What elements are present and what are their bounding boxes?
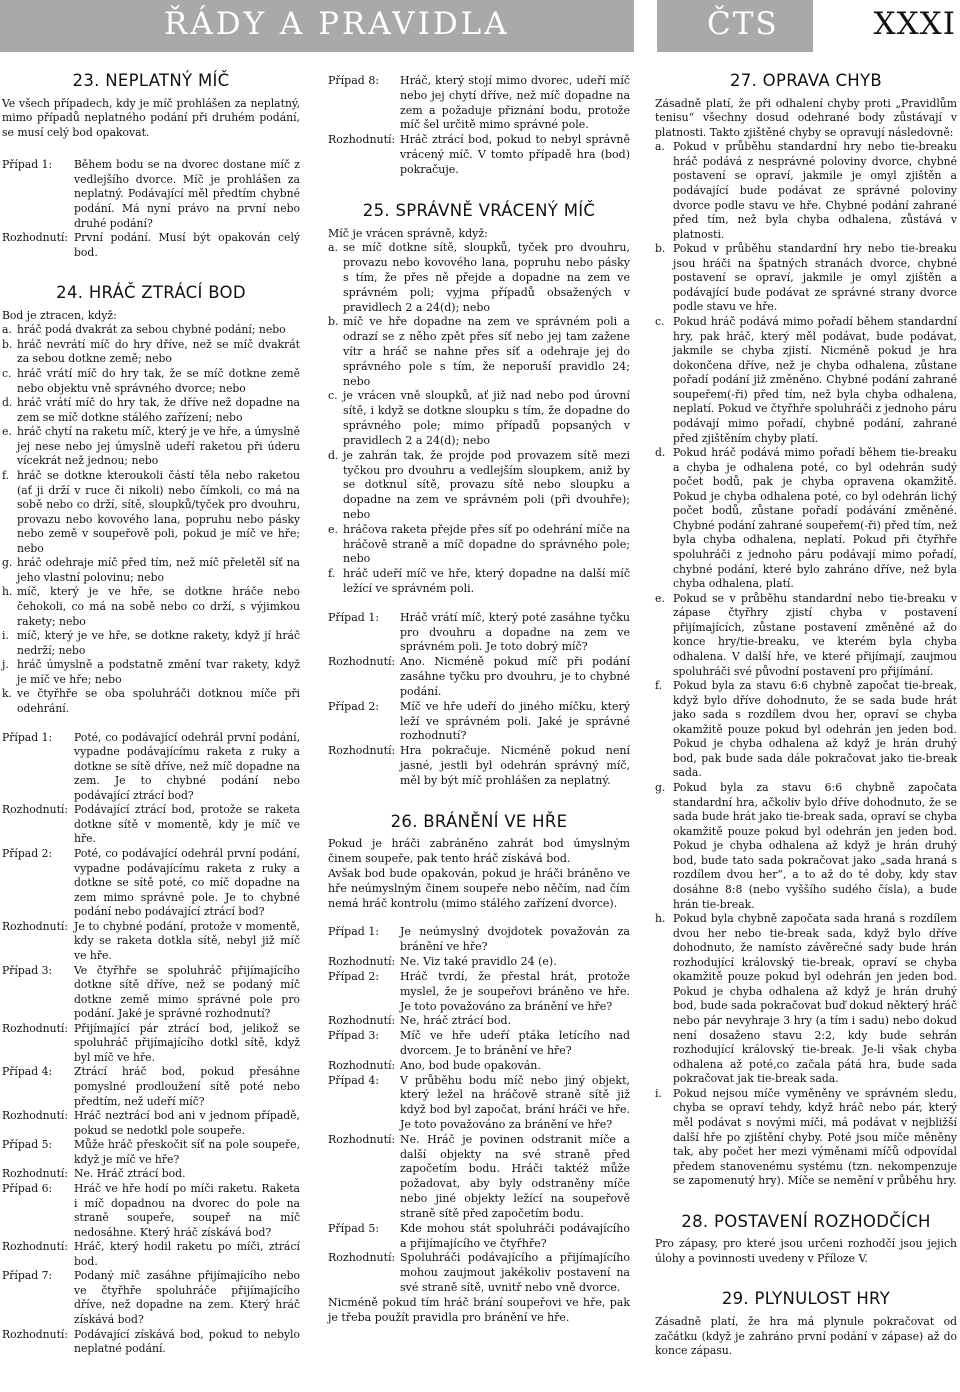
spacer bbox=[328, 911, 630, 925]
list-text: hráč vrátí míč do hry tak, že se míč dotkne země nebo objektu vně správného dvorce; nebo bbox=[17, 367, 300, 395]
case-label: Rozhodnutí: bbox=[2, 803, 69, 817]
list-text: Pokud byla chybně započata sada hraná s rozdílem dvou her nebo tie-break sada, když bylo dříve dohodnuto, že namísto závěrečné sady bude hrán rozhodující královský tie-break, opraví se chyba okamžitě pouze pokud byl odehrán jen jeden bod. Pokud je chyba odhalena až když je hrán druhý bod, bude sada pokračovat buď dokud některý hráč nebo pár nevyhraje 3 hry (a tím i sadu) nebo dokud není dosaženo stavu 2:2, kdy bude sehrán rozhodující královský tie-break. Je-li však chyba odhalena až poté,co začala pátá hra, bude sada pokračovat jak tie-break sada. bbox=[673, 912, 957, 1086]
case-text: Ano, bod bude opakován. bbox=[400, 1058, 541, 1072]
list-letter: b. bbox=[2, 337, 13, 351]
case-label: Případ 2: bbox=[328, 969, 380, 983]
list-item bbox=[655, 781, 957, 912]
case-label: Případ 1: bbox=[2, 730, 53, 744]
case-row bbox=[2, 1065, 300, 1109]
list-text: míč, který je ve hře, se dotkne hráče nebo čehokoli, co má na sobě nebo co drží, s výjimkou rakety; nebo bbox=[17, 585, 300, 628]
case-label: Případ 4: bbox=[328, 1073, 380, 1087]
list-item bbox=[655, 446, 957, 592]
case-row bbox=[328, 1222, 630, 1252]
list-letter: f. bbox=[2, 468, 10, 482]
spacer bbox=[328, 789, 630, 815]
case-text: V průběhu bodu míč nebo jiný objekt, který ležel na hráčově straně sítě již když bod byl započat, brání hráči ve hře. Je toto považováno za bránění ve hře? bbox=[400, 1073, 630, 1131]
case-text: Ztrácí hráč bod, pokud přesáhne pomyslné prodloužení sítě poté nebo předtím, než udeří míč? bbox=[74, 1065, 300, 1108]
paragraph: Pro zápasy, pro které jsou určeni rozhodčí jsou jejich úlohy a povinnosti uvedeny v Příloze V. bbox=[655, 1237, 957, 1265]
list-letter: i. bbox=[2, 629, 9, 643]
section-heading: 24. HRÁČ ZTRÁCÍ BOD bbox=[56, 283, 246, 303]
list-letter: g. bbox=[2, 556, 13, 570]
paragraph: Pokud je hráči zabráněno zahrát bod úmyslným činem soupeře, pak tento hráč získává bod. bbox=[328, 837, 630, 866]
case-row bbox=[328, 955, 630, 970]
section-heading: 27. OPRAVA CHYB bbox=[729, 71, 883, 90]
case-text: Přijímající pár ztrácí bod, jelikož se spoluhráč přijímajícího dotkl sítě, když byl míč ve hře. bbox=[74, 1021, 300, 1064]
case-text: Hra pokračuje. Nicméně pokud není jasné, jestli byl odehrán správný míč, měl by být míč prohlášen za neplatný. bbox=[400, 744, 630, 787]
case-label: Rozhodnutí: bbox=[328, 1058, 396, 1072]
case-text: Poté, co podávající odehrál první podání, vypadne podávajícímu raketa z ruky a dotkne se sítě poté, co míč dopadne na zem mimo správné pole. Je to chybné podání nebo podávající ztrácí bod? bbox=[74, 847, 300, 919]
header-org-box bbox=[657, 0, 813, 52]
case-text: Míč ve hře udeří ptáka letícího nad dvorcem. Je to bránění ve hře? bbox=[400, 1029, 630, 1057]
list-letter: a. bbox=[2, 323, 12, 337]
list-text: hráč podá dvakrát za sebou chybné podání; nebo bbox=[17, 323, 286, 337]
case-row bbox=[328, 1133, 630, 1222]
page-header bbox=[0, 0, 960, 52]
list-text: je vrácen vně sloupků, ať již nad nebo pod úrovní sítě, i když se dotkne sloupku s tím, že dopadne do správného pole; mimo případů popsaných v pravidlech 2 a 24(d); nebo bbox=[343, 389, 630, 447]
case-label: Případ 6: bbox=[2, 1181, 53, 1195]
header-org: ČTS bbox=[707, 6, 779, 42]
case-row bbox=[328, 1251, 630, 1295]
list-text: hráč nevrátí míč do hry dříve, než se míč dvakrát za sebou dotkne země; nebo bbox=[17, 337, 300, 366]
case-text: Podaný míč zasáhne přijímajícího nebo ve čtyřhře spoluhráče přijímajícího dříve, než dopadne na zem. Který hráč získává bod? bbox=[74, 1269, 300, 1326]
list-item bbox=[2, 425, 300, 469]
case-row bbox=[2, 847, 300, 920]
list-text: Pokud hráč podává mimo pořadí během tie-breaku a chyba je odhalena poté, co byl odehrán sudý počet bodů, pak je chyba opravena okamžitě. Pokud je chyba odhalena poté, co byl odehrán lichý počet bodů, zůstane pořadí podávání změněné. Chybné podání zahrané soupeřem(-ři) před tím, než byla chyba odhalena, neplatí. Pokud při čtyřhře spoluhráči z jednoho páru podávají mimo pořadí, chybné podání, které bylo zahráno dříve, než byla chyba odhalena, platí. bbox=[673, 446, 957, 591]
case-row bbox=[2, 1269, 300, 1327]
case-row bbox=[328, 925, 630, 955]
spacer bbox=[655, 1189, 957, 1215]
list-text: Pokud nejsou míče vyměněny ve správném sledu, chyba se opraví tehdy, když hráč nebo pár, který měl podávat s novými míči, má podávat v nejbližší další hře po zjištění chyby. Poté jsou míče měněny tak, aby počet her mezi výměnami míčů odpovídal předem stanovenému systému (tzn. nekompenzuje se zapomenutý hry). Míče se nemění v průběhu hry. bbox=[673, 1086, 957, 1188]
case-text: Hráč, který stojí mimo dvorec, udeří míč nebo jej chytí dříve, než míč dopadne na zem a požaduje přiznání bodu, protože míč šel určitě mimo správné pole. bbox=[400, 74, 630, 132]
spacer bbox=[2, 717, 300, 731]
paragraph: Zásadně platí, že při odhalení chyby proti „Pravidlům tenisu“ všechny dosud odehrané body zůstávají v platnosti. Takto zjištěné chyby se opravují následovně: bbox=[655, 96, 957, 139]
list-item bbox=[655, 912, 957, 1087]
case-text: Hráč tvrdí, že přestal hrát, protože myslel, že je soupeřovi bráněno ve hře. Je toto považováno za bránění ve hře? bbox=[400, 969, 630, 1013]
list-text: Pokud byla za stavu 6:6 chybně započata standardní hra, ačkoliv bylo dříve dohodnuto, že se sada bude hrát jako tie-break sada, opraví se chyba okamžitě pouze pokud byl odehrán jen jeden bod. Pokud je chyba odhalena až když je hrán druhý bod, bude tato sada pokračovat jako „sada hraná s rozdílem dvou her“, a to až do té doby, kdy stav dosáhne 8:8 (nebo vyššího sudého čísla), a bude hrán tie-break. bbox=[673, 781, 957, 911]
list-item bbox=[2, 338, 300, 367]
spacer bbox=[328, 597, 630, 611]
list-letter: b. bbox=[655, 242, 666, 256]
list-item bbox=[655, 592, 957, 679]
list-item bbox=[2, 323, 300, 338]
spacer bbox=[2, 140, 300, 158]
case-text: Ve čtyřhře se spoluhráč přijímajícího dotkne sítě dříve, než se podaný míč dotkne země mimo správné pole pro podání. Jaké je správné rozhodnutí? bbox=[74, 963, 300, 1021]
case-text: Může hráč přeskočit síť na pole soupeře, když je míč ve hře? bbox=[74, 1138, 300, 1166]
list-text: hráč odehraje míč před tím, než míč přeletěl síť na jeho vlastní polovinu; nebo bbox=[17, 556, 300, 584]
list-letter: e. bbox=[2, 425, 12, 439]
case-label: Rozhodnutí: bbox=[328, 1132, 396, 1146]
section-heading: 29. PLYNULOST HRY bbox=[721, 1289, 891, 1309]
list-item bbox=[655, 315, 957, 446]
list-letter: h. bbox=[655, 912, 666, 926]
case-label: Případ 1: bbox=[2, 158, 53, 172]
list-text: je zahrán tak, že projde pod provazem sítě mezi tyčkou pro dvouhru a vedlejším sloupkem, aniž by se dotknul sítě, provazu sítě nebo sloupku a dopadne na zem ve správném poli (při dvouhře); nebo bbox=[343, 448, 630, 521]
list-item bbox=[328, 523, 630, 567]
case-text: Podávající získává bod, pokud to nebylo neplatné podání. bbox=[74, 1327, 300, 1356]
list-letter: c. bbox=[328, 389, 338, 403]
section-heading: 26. BRÁNĚNÍ VE HŘE bbox=[390, 811, 568, 831]
list-letter: d. bbox=[2, 396, 13, 410]
case-text: Hráč ztrácí bod, pokud to nebyl správně vrácený míč. V tomto případě hra (bod) pokračuje. bbox=[400, 133, 630, 176]
list-item bbox=[328, 315, 630, 389]
list-text: se míč dotkne sítě, sloupků, tyček pro dvouhru, provazu nebo kovového lana, popruhu nebo pásky s tím, že přes ně přejde a dopadne na zem ve správném poli; vyjma případů obsažených v pravidlech 2 a 24(d); nebo bbox=[343, 241, 630, 314]
case-row bbox=[328, 1014, 630, 1029]
case-row bbox=[328, 1059, 630, 1074]
case-label: Rozhodnutí: bbox=[328, 744, 396, 758]
case-label: Rozhodnutí: bbox=[2, 1021, 69, 1035]
list-text: Pokud v průběhu standardní hry nebo tie-breaku jsou hráči na špatných stranách dvorce, chybné postavení se opraví, jakmile je omyl zjištěn a podávající bude podávat ze správné strany dvorce podle stavu ve hře. bbox=[673, 242, 957, 314]
list-letter: d. bbox=[655, 446, 666, 460]
case-text: Je neúmyslný dvojdotek považován za bránění ve hře? bbox=[400, 925, 630, 954]
case-label: Případ 3: bbox=[328, 1029, 380, 1043]
case-label: Případ 3: bbox=[2, 963, 53, 977]
list-letter: c. bbox=[2, 367, 12, 380]
list-text: hráč chytí na raketu míč, který je ve hře, a úmyslně jej nese nebo jej úmyslně udeří raketou při úderu vícekrát než jednou; nebo bbox=[17, 425, 300, 468]
case-text: Ne. Viz také pravidlo 24 (e). bbox=[400, 955, 557, 969]
case-label: Případ 5: bbox=[328, 1221, 380, 1235]
case-row bbox=[2, 920, 300, 964]
section-heading: 25. SPRÁVNĚ VRÁCENÝ MÍČ bbox=[362, 200, 596, 220]
list-item bbox=[655, 242, 957, 315]
list-letter: f. bbox=[655, 679, 663, 693]
case-row bbox=[2, 1138, 300, 1167]
list-text: Pokud v průběhu standardní hry nebo tie-breaku hráč podává z nesprávné poloviny dvorce, chybné postavení se opraví, jakmile je omyl zjištěn a podávající bude podávat ze správné poloviny dvorce podle stavu ve hře. Chybné podání zahrané před tím, než byla chyba odhalena, zůstává v platnosti. bbox=[673, 140, 957, 241]
case-row bbox=[2, 158, 300, 231]
case-label: Případ 8: bbox=[328, 74, 380, 87]
list-text: hráč udeří míč ve hře, který dopadne na další míč ležící ve správném poli. bbox=[343, 567, 630, 595]
case-text: Ne. Hráč ztrácí bod. bbox=[74, 1167, 186, 1181]
case-text: Spoluhráči podávajícího a přijímajícího mohou zaujmout jakékoliv postavení na své straně sítě, uvnitř nebo vně dvorce. bbox=[400, 1251, 630, 1294]
list-item bbox=[2, 469, 300, 556]
case-row bbox=[328, 611, 630, 655]
section-heading: 23. NEPLATNÝ MÍČ bbox=[72, 71, 230, 90]
list-letter: b. bbox=[328, 315, 339, 329]
case-text: Ano. Nicméně pokud míč při podání zasáhne tyčku pro dvouhru, je to chybné podání. bbox=[400, 655, 630, 698]
case-label: Rozhodnutí: bbox=[2, 1240, 69, 1254]
list-item bbox=[2, 585, 300, 629]
case-label: Rozhodnutí: bbox=[328, 133, 396, 147]
list-item bbox=[655, 140, 957, 242]
case-text: Během bodu se na dvorec dostane míč z vedlejšího dvorce. Míč je prohlášen za neplatný. Podávající měl předtím chybné podání. Má nyní právo na první nebo druhé podání? bbox=[74, 158, 300, 230]
list-text: Pokud hráč podává mimo pořadí během standardní hry, pak hráč, který měl podávat, bude podávat, jakmile se chyba zjistí. Nicméně pokud je hra dokončena dříve, než je chyba odhalena, zůstane pořadí podání již změněno. Chybné podání zahrané soupeřem(-ři) před tím, než byla chyba odhalena, neplatí. Pokud ve čtyřhře spoluhráči z jednoho páru podávají mimo pořadí, chybné podání, zahrané před zjištěním chyby platí. bbox=[673, 315, 957, 445]
paragraph: Nicméně pokud tím hráč brání soupeřovi ve hře, pak je třeba použít pravidla pro bránění ve hře. bbox=[328, 1295, 630, 1324]
case-label: Rozhodnutí: bbox=[2, 1109, 69, 1123]
paragraph: Míč je vrácen správně, když: bbox=[328, 226, 488, 240]
list-letter: e. bbox=[655, 591, 665, 605]
list-letter: f. bbox=[328, 567, 336, 581]
list-text: Pokud se v průběhu standardní nebo tie-breaku v zápase čtyřhry zjistí chyba v postavení přijímajících, zůstane postavení změněné až do konce hry/tie-breaku, ve kterém byla chyba odhalena. V další hře, ve které přijímají, zaujmou spoluhráči své původní postavení pro přijímání. bbox=[673, 591, 957, 678]
case-label: Případ 7: bbox=[2, 1269, 53, 1283]
case-row bbox=[2, 964, 300, 1022]
list-item bbox=[655, 679, 957, 781]
list-letter: a. bbox=[655, 140, 665, 154]
case-label: Případ 2: bbox=[328, 699, 380, 713]
case-text: První podání. Musí být opakován celý bod. bbox=[74, 231, 300, 259]
case-text: Hráč ve hře hodí po míči raketu. Raketa i míč dopadnou na dvorec do pole na straně soupeře, soupeř na míč nedosáhne. Který hráč získává bod? bbox=[74, 1181, 300, 1239]
case-text: Poté, co podávající odehrál první podání, vypadne podávajícímu raketa z ruky a dotkne se sítě dříve, než míč dopadne na zem. Je to chybné podání nebo podávající ztrácí bod? bbox=[74, 730, 300, 802]
case-row bbox=[2, 731, 300, 804]
list-item bbox=[328, 567, 630, 597]
case-row bbox=[2, 1328, 300, 1357]
spacer bbox=[328, 178, 630, 204]
column-right bbox=[655, 71, 957, 1359]
list-item bbox=[328, 389, 630, 448]
case-text: Podávající ztrácí bod, protože se raketa dotkne sítě v momentě, kdy je míč ve hře. bbox=[74, 803, 300, 846]
list-letter: d. bbox=[328, 448, 339, 462]
column-left bbox=[2, 71, 300, 1357]
case-label: Případ 1: bbox=[328, 610, 380, 624]
header-title: ŘÁDY A PRAVIDLA bbox=[164, 6, 510, 42]
list-text: hráč úmyslně a podstatně změní tvar rakety, když je míč ve hře; nebo bbox=[17, 658, 300, 686]
list-item bbox=[2, 396, 300, 425]
case-label: Rozhodnutí: bbox=[328, 655, 396, 669]
case-label: Rozhodnutí: bbox=[2, 231, 69, 245]
case-label: Rozhodnutí: bbox=[2, 1327, 69, 1341]
case-row bbox=[328, 700, 630, 744]
case-text: Hráč vrátí míč, který poté zasáhne tyčku pro dvouhru a dopadne na zem ve správném poli. Je toto dobrý míč? bbox=[400, 610, 630, 654]
case-row bbox=[2, 803, 300, 847]
list-text: ve čtyřhře se oba spoluhráči dotknou míče při odehrání. bbox=[17, 687, 300, 715]
paragraph: Zásadně platí, že hra má plynule pokračovat od začátku (když je zahráno první podání v zápase) až do konce zápasu. bbox=[655, 1315, 957, 1358]
case-row bbox=[328, 133, 630, 177]
case-row bbox=[2, 1182, 300, 1240]
list-letter: a. bbox=[328, 241, 339, 255]
case-row bbox=[2, 1167, 300, 1182]
case-row bbox=[2, 1240, 300, 1269]
list-item bbox=[2, 629, 300, 658]
paragraph: Bod je ztracen, když: bbox=[2, 308, 117, 322]
list-text: Pokud byla za stavu 6:6 chybně započat tie-break, když bylo dříve dohodnuto, že se sada bude hrát jako sada s rozdílem dvou her, opraví se chyba okamžitě pouze pokud byl odehrán jen jeden bod. Pokud je chyba odhalena až když je hrán druhý bod, pak bude sada dále pokračovat jako tie-break sada. bbox=[673, 679, 957, 780]
list-text: míč ve hře dopadne na zem ve správném poli a odrazí se z něho zpět přes síť nebo jej tam zažene vítr a hráč se nahne přes síť a odehraje jej do správného pole s tím, že neporuší pravidlo 24; nebo bbox=[343, 315, 630, 388]
case-row bbox=[2, 1109, 300, 1138]
case-row bbox=[328, 1074, 630, 1133]
list-item bbox=[2, 556, 300, 585]
list-letter: c. bbox=[655, 315, 665, 328]
case-row bbox=[328, 1029, 630, 1059]
list-letter: g. bbox=[655, 781, 666, 794]
list-letter: e. bbox=[328, 522, 339, 536]
header-chapter: XXXI bbox=[873, 6, 956, 42]
case-text: Ne. Hráč je povinen odstranit míče a další objekty na své straně před započetím bodu. Hráči taktéž může požadovat, aby byly odstraněny míče nebo jiné objekty ležící na soupeřově straně sítě před započetím bodu. bbox=[400, 1132, 630, 1220]
case-row bbox=[328, 655, 630, 699]
header-title-bar bbox=[0, 0, 634, 52]
case-text: Je to chybné podání, protože v momentě, kdy se raketa dotkla sítě, nebyl již míč ve hře. bbox=[74, 919, 300, 962]
paragraph: Ve všech případech, kdy je míč prohlášen za neplatný, mimo případů neplatného podání při druhém podání, se musí celý bod opakovat. bbox=[2, 96, 300, 139]
case-label: Případ 2: bbox=[2, 847, 53, 860]
case-label: Rozhodnutí: bbox=[328, 1251, 396, 1265]
list-item bbox=[328, 449, 630, 523]
case-row bbox=[328, 970, 630, 1014]
list-item bbox=[2, 658, 300, 687]
case-row bbox=[2, 1022, 300, 1066]
list-item bbox=[328, 241, 630, 315]
list-item bbox=[2, 367, 300, 396]
case-label: Rozhodnutí: bbox=[2, 1167, 69, 1181]
list-letter: h. bbox=[2, 585, 13, 599]
list-text: hráčova raketa přejde přes síť po odehrání míče na hráčově straně a míč dopadne do správného pole; nebo bbox=[343, 522, 630, 566]
case-row bbox=[328, 744, 630, 788]
list-text: hráč se dotkne kteroukoli částí těla nebo raketou (ať ji drží v ruce či nikoli) nebo čímkoli, co má na sobě nebo co drží, sítě, sloupků/tyček pro dvouhru, provazu nebo kovového lana, popruhu nebo pásky nebo země v soupeřově poli, pokud je míč ve hře; nebo bbox=[17, 468, 300, 555]
case-label: Rozhodnutí: bbox=[328, 955, 396, 969]
paragraph: Avšak bod bude opakován, pokud je hráči bráněno ve hře neúmyslným činem soupeře nebo něčím, nad čím nemá hráč kontrolu (mimo stálého zařízení dvorce). bbox=[328, 867, 630, 910]
list-letter: i. bbox=[655, 1086, 662, 1100]
case-text: Kde mohou stát spoluhráči podávajícího a přijímajícího ve čtyřhře? bbox=[400, 1221, 630, 1250]
list-item bbox=[655, 1087, 957, 1189]
case-row bbox=[328, 74, 630, 133]
section-heading: 28. POSTAVENÍ ROZHODČÍCH bbox=[681, 1211, 931, 1231]
case-text: Hráč neztrácí bod ani v jednom případě, pokud se nedotkl pole soupeře. bbox=[74, 1109, 300, 1137]
list-text: míč, který je ve hře, se dotkne rakety, když jí hráč nedrží; nebo bbox=[17, 629, 300, 657]
case-text: Míč ve hře udeří do jiného míčku, který leží ve správném poli. Jaké je správné rozhodnutí? bbox=[400, 699, 630, 743]
case-text: Hráč, který hodil raketu po míči, ztrácí bod. bbox=[74, 1240, 300, 1268]
case-label: Případ 4: bbox=[2, 1065, 53, 1079]
list-item bbox=[2, 687, 300, 716]
list-text: hráč vrátí míč do hry tak, že dříve než dopadne na zem se míč dotkne stálého zařízení; nebo bbox=[17, 396, 300, 424]
list-letter: k. bbox=[2, 687, 12, 701]
case-label: Případ 1: bbox=[328, 925, 380, 939]
case-label: Rozhodnutí: bbox=[2, 919, 69, 933]
column-middle bbox=[328, 74, 630, 1325]
case-label: Rozhodnutí: bbox=[328, 1014, 396, 1028]
case-row bbox=[2, 231, 300, 260]
list-letter: j. bbox=[2, 658, 9, 672]
case-text: Ne, hráč ztrácí bod. bbox=[400, 1014, 512, 1028]
case-label: Případ 5: bbox=[2, 1138, 53, 1152]
